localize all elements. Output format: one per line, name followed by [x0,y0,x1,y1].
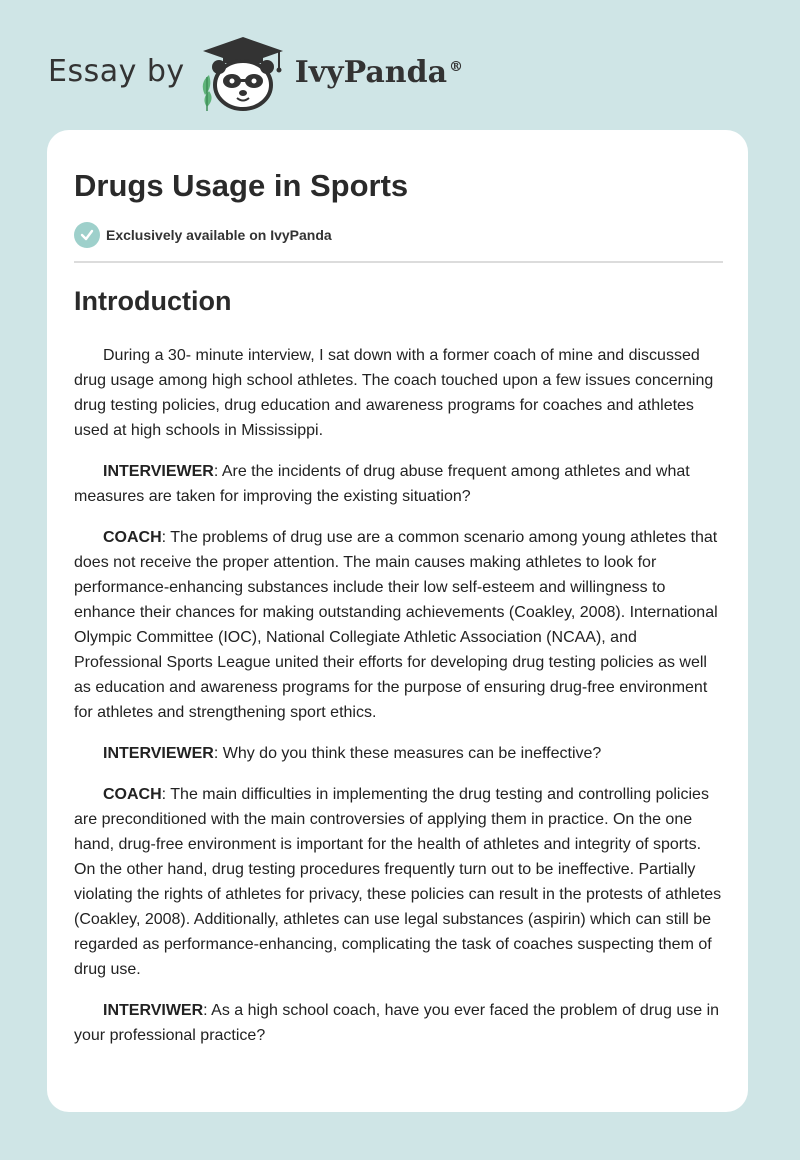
paragraph-text: : As a high school coach, have you ever faced the problem of drug use in your professional practice? [74,1002,720,1044]
paragraph [74,525,726,725]
speaker-label: INTERVIWER [103,1002,204,1019]
title-divider [74,261,723,263]
paragraph [74,741,726,766]
panda-logo-icon[interactable] [199,35,287,113]
article-title: Drugs Usage in Sports [74,168,409,203]
speaker-label: INTERVIEWER [103,745,214,762]
site-header [48,34,463,114]
brand-text: IvyPanda [294,54,448,90]
article-body [74,343,726,1064]
brand-name[interactable] [295,55,463,90]
paragraph-text: : Are the incidents of drug abuse frequent among athletes and what measures are taken for improving the existing situation? [74,463,690,505]
paragraph-text: : Why do you think these measures can be ineffective? [213,745,602,762]
speaker-label: COACH [103,529,162,546]
check-circle-icon [74,222,100,248]
exclusive-badge [74,222,332,248]
paragraph [74,343,726,443]
speaker-label: COACH [103,786,162,803]
paragraph [74,782,726,982]
registered-mark: ® [449,58,464,75]
essay-by-label: Essay by [48,53,185,89]
paragraph-text: During a 30- minute interview, I sat down with a former coach of mine and discussed drug usage among high school athletes. The coach touched upon a few issues concerning drug testing policies, drug education and awareness programs for coaches and athletes used at high schools in Mississippi. [74,347,714,439]
speaker-label: INTERVIEWER [103,463,214,480]
article-card [47,130,748,1112]
paragraph [74,459,726,509]
paragraph [74,998,726,1048]
section-heading: Introduction [74,286,232,316]
paragraph-text: : The problems of drug use are a common scenario among young athletes that does not receive the proper attention. The main causes making athletes to look for performance-enhancing substances include their low self-esteem and willingness to enhance their chances for making outstanding achievements (Coakley, 2008). International Olympic Committee (IOC), National Collegiate Athletic Association (NCAA), and Professional Sports League united their efforts for developing drug testing policies as well as education and awareness programs for the purpose of ensuring drug-free environment for athletes and strengthening sport ethics. [74,529,718,721]
paragraph-text: : The main difficulties in implementing the drug testing and controlling policies are preconditioned with the main controversies of applying them in practice. On the one hand, drug-free environment is important for the health of athletes and integrity of sports. On the other hand, drug testing procedures frequently turn out to be ineffective. Partially violating the rights of athletes for privacy, these policies can result in the protests of athletes (Coakley, 2008). Additionally, athletes can use legal substances (aspirin) which can still be regarded as performance-enhancing, complicating the task of coaches suspecting them of drug use. [74,786,722,978]
exclusive-badge-label: Exclusively available on IvyPanda [106,227,332,243]
